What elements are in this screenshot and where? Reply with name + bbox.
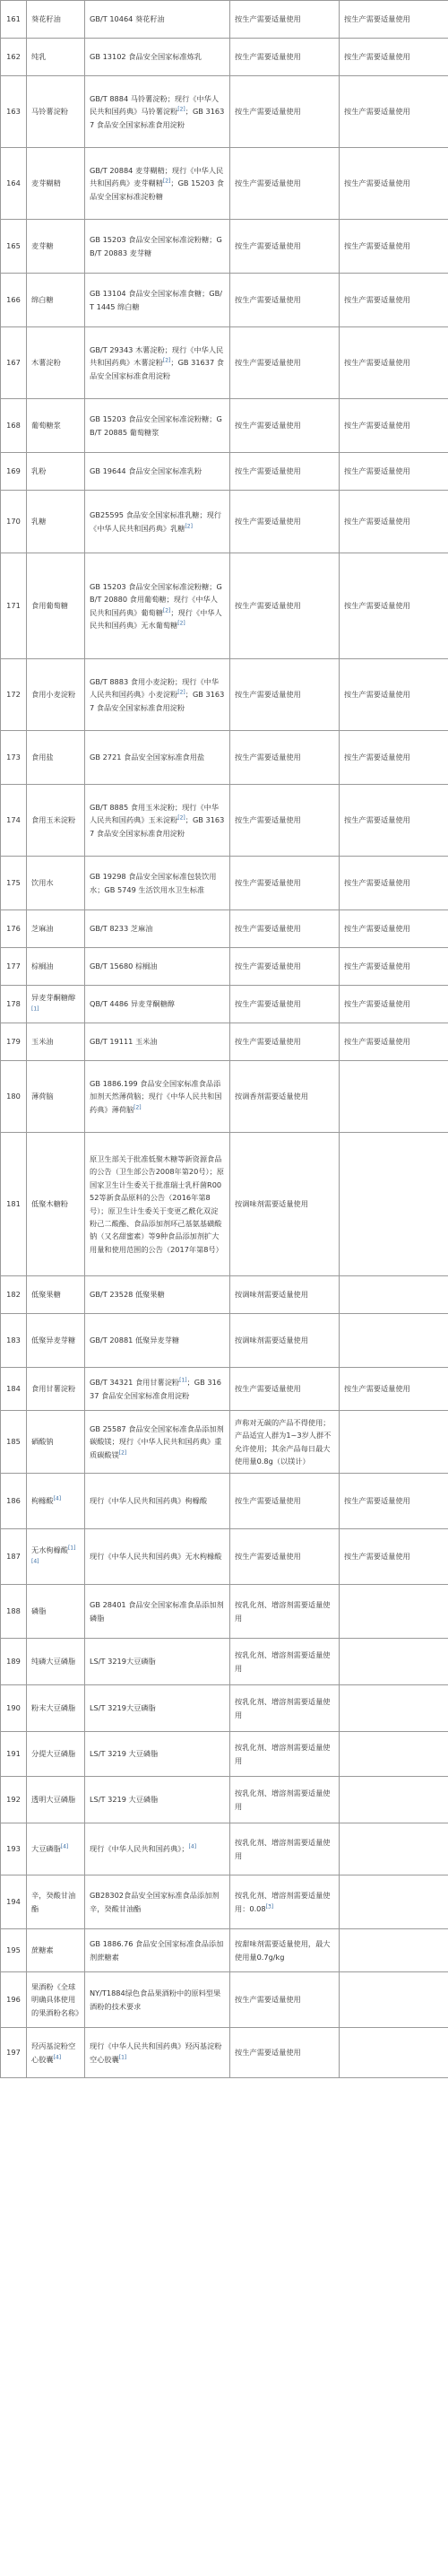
usage-cell-secondary: 按生产需要适量使用 [340,1474,448,1529]
row-number: 184 [1,1368,27,1411]
standard-reference: GB 25587 食品安全国家标准食品添加剂碳酸镁；现行《中华人民共和国药典》重质碳酸镁[2] [85,1411,230,1474]
footnote-ref: [3] [265,1902,274,1910]
row-number: 172 [1,659,27,731]
usage-cell-secondary: 按生产需要适量使用 [340,220,448,274]
usage-cell: 按乳化剂、增溶剂需要适量使用 [230,1585,340,1639]
table-row [1,1474,448,1529]
usage-cell: 按生产需要适量使用 [230,220,340,274]
ingredient-name: 低聚异麦芽糖 [27,1314,85,1368]
footnote-ref: [2] [185,522,193,529]
usage-cell: 按生产需要适量使用 [230,1368,340,1411]
standard-reference: GB/T 29343 木薯淀粉；现行《中华人民共和国药典》木薯淀粉[2]；GB 31637 食品安全国家标准食用淀粉 [85,327,230,399]
ingredient-name: 饮用水 [27,857,85,910]
table-row [1,220,448,274]
standard-reference: GB/T 15680 棕榈油 [85,948,230,986]
usage-cell-secondary: 按生产需要适量使用 [340,453,448,491]
table-row [1,1639,448,1685]
usage-cell: 按生产需要适量使用 [230,1474,340,1529]
table-row [1,857,448,910]
usage-cell: 按生产需要适量使用 [230,327,340,399]
row-number: 182 [1,1276,27,1314]
row-number: 168 [1,399,27,453]
usage-cell-secondary: 按生产需要适量使用 [340,659,448,731]
standard-reference: GB/T 10464 葵花籽油 [85,1,230,39]
row-number: 169 [1,453,27,491]
row-number: 197 [1,2028,27,2078]
usage-cell-secondary: 按生产需要适量使用 [340,1368,448,1411]
standard-reference: GB 2721 食品安全国家标准食用盐 [85,731,230,785]
ingredient-name: 透明大豆磷脂 [27,1777,85,1823]
usage-cell: 按生产需要适量使用 [230,986,340,1023]
usage-cell: 按生产需要适量使用 [230,491,340,553]
row-number: 179 [1,1023,27,1061]
footnote-ref: [4] [31,1557,39,1564]
ingredient-name: 食用小麦淀粉 [27,659,85,731]
standard-reference: GB 13104 食品安全国家标准食糖；GB/T 1445 绵白糖 [85,274,230,327]
table-row [1,910,448,948]
usage-cell: 按生产需要适量使用 [230,1023,340,1061]
row-number: 183 [1,1314,27,1368]
table-body [1,1,448,2078]
table-row [1,1411,448,1474]
standard-reference: GB 1886.76 食品安全国家标准食品添加剂蔗糖素 [85,1929,230,1972]
row-number: 177 [1,948,27,986]
footnote-ref: [4] [188,1843,197,1850]
ingredient-name: 乳糖 [27,491,85,553]
standard-reference: GB 15203 食品安全国家标准淀粉糖；GB/T 20883 麦芽糖 [85,220,230,274]
table-row [1,1685,448,1732]
standard-reference: 现行《中华人民共和国药典》；[4] [85,1823,230,1875]
table-row [1,986,448,1023]
usage-cell: 按生产需要适量使用 [230,1972,340,2028]
standard-reference: LS/T 3219 大豆磷脂 [85,1732,230,1777]
row-number: 194 [1,1875,27,1929]
usage-cell-secondary: 按生产需要适量使用 [340,553,448,659]
ingredient-name: 低聚木糖粉 [27,1133,85,1276]
ingredient-name: 绵白糖 [27,274,85,327]
footnote-ref: [2] [162,357,171,364]
table-row [1,2028,448,2078]
usage-cell-secondary: 按生产需要适量使用 [340,39,448,76]
usage-cell: 按乳化剂、增溶剂需要适量使用 [230,1823,340,1875]
ingredient-name: 粉末大豆磷脂 [27,1685,85,1732]
ingredient-name: 葵花籽油 [27,1,85,39]
usage-cell: 按调味剂需要适量使用 [230,1133,340,1276]
usage-cell-secondary [340,1639,448,1685]
ingredient-name: 低聚果糖 [27,1276,85,1314]
standard-reference: GB/T 8883 食用小麦淀粉；现行《中华人民共和国药典》小麦淀粉[2]；GB 31637 食品安全国家标准食用淀粉 [85,659,230,731]
usage-cell: 按生产需要适量使用 [230,785,340,857]
row-number: 175 [1,857,27,910]
row-number: 192 [1,1777,27,1823]
table-row [1,1972,448,2028]
standard-reference: GB/T 8885 食用玉米淀粉；现行《中华人民共和国药典》玉米淀粉[2]；GB 31637 食品安全国家标准食用淀粉 [85,785,230,857]
row-number: 178 [1,986,27,1023]
usage-cell: 声称对无碳的产品不得使用；产品适宜人群为1~3岁人群不允许使用；其余产品每日最大使用量0.8g（以镁计） [230,1411,340,1474]
row-number: 191 [1,1732,27,1777]
table-row [1,1929,448,1972]
usage-cell-secondary: 按生产需要适量使用 [340,910,448,948]
table-row [1,948,448,986]
row-number: 196 [1,1972,27,2028]
table-row [1,1732,448,1777]
usage-cell-secondary [340,1411,448,1474]
standard-reference: 原卫生部关于批准低聚木糖等新资源食品的公告（卫生部公告2008年第20号）；原国家卫生计生委关于批准瑞士乳杆菌R0052等新食品原料的公告（2016年第8号）；原卫生计生委关于变更乙酰化双淀粉己二酸酯、食品添加剂环己基氨基磺酸钠（又名甜蜜素）等9种食品添加剂扩大用量和使用范围的公告（2017年第8号） [85,1133,230,1276]
footnote-ref: [2] [177,106,185,113]
row-number: 189 [1,1639,27,1685]
row-number: 181 [1,1133,27,1276]
footnote-ref: [1] [179,1377,187,1384]
row-number: 193 [1,1823,27,1875]
row-number: 161 [1,1,27,39]
standard-reference: GB 19298 食品安全国家标准包装饮用水；GB 5749 生活饮用水卫生标准 [85,857,230,910]
ingredient-name: 硒酸钠 [27,1411,85,1474]
usage-cell-secondary: 按生产需要适量使用 [340,148,448,220]
standard-reference: LS/T 3219 大豆磷脂 [85,1777,230,1823]
usage-cell-secondary: 按生产需要适量使用 [340,785,448,857]
ingredient-name: 玉米油 [27,1023,85,1061]
usage-cell-secondary [340,1685,448,1732]
ingredient-name: 果酒粉《全球明确具体使用的果酒粉名称》 [27,1972,85,2028]
standard-reference: GB 1886.199 食品安全国家标准食品添加剂天然薄荷脑；现行《中华人民共和国药典》薄荷脑[2] [85,1061,230,1133]
ingredient-name: 麦芽糖 [27,220,85,274]
ingredient-name: 食用甘薯淀粉 [27,1368,85,1411]
standard-reference: GB 13102 食品安全国家标准炼乳 [85,39,230,76]
ingredient-name: 木薯淀粉 [27,327,85,399]
ingredient-name: 棕榈油 [27,948,85,986]
table-row [1,1276,448,1314]
row-number: 187 [1,1529,27,1585]
row-number: 173 [1,731,27,785]
standard-reference: GB/T 20881 低聚异麦芽糖 [85,1314,230,1368]
usage-cell-secondary [340,1823,448,1875]
usage-cell-secondary: 按生产需要适量使用 [340,731,448,785]
ingredient-name: 食用玉米淀粉 [27,785,85,857]
usage-cell: 按乳化剂、增溶剂需要适量使用 [230,1732,340,1777]
standard-reference: 现行《中华人民共和国药典》羟丙基淀粉空心胶囊[1] [85,2028,230,2078]
usage-cell: 按生产需要适量使用 [230,2028,340,2078]
table-row [1,327,448,399]
usage-cell-secondary [340,1585,448,1639]
footnote-ref: [1] [67,1545,76,1552]
table-row [1,148,448,220]
footnote-ref: [2] [177,620,185,627]
table-row [1,785,448,857]
table-row [1,399,448,453]
standard-reference: GB/T 19111 玉米油 [85,1023,230,1061]
standard-reference: LS/T 3219大豆磷脂 [85,1685,230,1732]
footnote-ref: [2] [162,178,171,185]
footnote-ref: [2] [134,1103,142,1110]
standard-reference: GB 15203 食品安全国家标准淀粉糖；GB/T 20880 食用葡萄糖；现行《中华人民共和国药典》葡萄糖[2]；现行《中华人民共和国药典》无水葡萄糖[2] [85,553,230,659]
table-row [1,1777,448,1823]
ingredient-name: 分提大豆磷脂 [27,1732,85,1777]
usage-cell: 按生产需要适量使用 [230,399,340,453]
usage-cell: 按生产需要适量使用 [230,1529,340,1585]
table-row [1,1875,448,1929]
usage-cell-secondary [340,1972,448,2028]
table-row [1,731,448,785]
usage-cell: 按调味剂需要适量使用 [230,1314,340,1368]
usage-cell-secondary: 按生产需要适量使用 [340,274,448,327]
ingredient-name: 马铃薯淀粉 [27,76,85,148]
ingredient-name: 枸橼酸[4] [27,1474,85,1529]
usage-cell: 按生产需要适量使用 [230,659,340,731]
footnote-ref: [1] [31,1005,39,1012]
usage-cell: 按调香剂需要适量使用 [230,1061,340,1133]
ingredient-name: 食用盐 [27,731,85,785]
usage-cell: 按乳化剂、增溶剂需要适量使用 [230,1685,340,1732]
standard-reference: GB28302食品安全国家标准食品添加剂辛，癸酸甘油酯 [85,1875,230,1929]
standard-reference: LS/T 3219大豆磷脂 [85,1639,230,1685]
ingredient-name: 芝麻油 [27,910,85,948]
standard-reference: 现行《中华人民共和国药典》无水枸橼酸 [85,1529,230,1585]
row-number: 167 [1,327,27,399]
usage-cell: 按生产需要适量使用 [230,910,340,948]
usage-cell: 按生产需要适量使用 [230,453,340,491]
row-number: 164 [1,148,27,220]
usage-cell-secondary [340,1276,448,1314]
usage-cell: 按甜味剂需要适量使用，最大使用量0.7g/kg [230,1929,340,1972]
footnote-ref: [2] [177,689,185,696]
usage-cell-secondary: 按生产需要适量使用 [340,1,448,39]
ingredient-name: 麦芽糊精 [27,148,85,220]
row-number: 163 [1,76,27,148]
usage-cell-secondary [340,2028,448,2078]
standard-reference: GB/T 20884 麦芽糊精；现行《中华人民共和国药典》麦芽糊精[2]；GB 15203 食品安全国家标准淀粉糖 [85,148,230,220]
row-number: 186 [1,1474,27,1529]
table-row [1,1,448,39]
table-row [1,1585,448,1639]
usage-cell-secondary [340,1061,448,1133]
ingredient-name: 乳粉 [27,453,85,491]
usage-cell-secondary [340,1875,448,1929]
row-number: 165 [1,220,27,274]
usage-cell-secondary: 按生产需要适量使用 [340,1023,448,1061]
standard-reference: GB/T 8884 马铃薯淀粉；现行《中华人民共和国药典》马铃薯淀粉[2]；GB 31637 食品安全国家标准食用淀粉 [85,76,230,148]
standard-reference: GB/T 23528 低聚果糖 [85,1276,230,1314]
ingredient-name: 纯乳 [27,39,85,76]
standard-reference: NY/T1884绿色食品果酒粉中的原料型果酒粉的技术要求 [85,1972,230,2028]
table-row [1,491,448,553]
usage-cell: 按生产需要适量使用 [230,948,340,986]
footnote-ref: [2] [177,814,185,822]
footnote-ref: [2] [118,1449,127,1456]
standard-reference: GB25595 食品安全国家标准乳糖；现行《中华人民共和国药典》乳糖[2] [85,491,230,553]
ingredient-name: 蔗糖素 [27,1929,85,1972]
table-row [1,1023,448,1061]
usage-cell-secondary: 按生产需要适量使用 [340,1529,448,1585]
row-number: 162 [1,39,27,76]
usage-cell: 按调味剂需要适量使用 [230,1276,340,1314]
usage-cell: 按生产需要适量使用 [230,857,340,910]
row-number: 176 [1,910,27,948]
standard-reference: GB/T 34321 食用甘薯淀粉[1]；GB 31637 食品安全国家标准食用淀粉 [85,1368,230,1411]
row-number: 171 [1,553,27,659]
usage-cell: 按生产需要适量使用 [230,731,340,785]
row-number: 185 [1,1411,27,1474]
footnote-ref: [4] [60,1843,69,1850]
table-row [1,76,448,148]
row-number: 180 [1,1061,27,1133]
standard-reference: GB 19644 食品安全国家标准乳粉 [85,453,230,491]
footnote-ref: [4] [53,1495,62,1502]
usage-cell: 按乳化剂、增溶剂需要适量使用 [230,1639,340,1685]
usage-cell: 按乳化剂、增溶剂需要适量使用 [230,1777,340,1823]
table-row [1,1823,448,1875]
usage-cell: 按生产需要适量使用 [230,76,340,148]
table-row [1,1529,448,1585]
usage-cell-secondary [340,1777,448,1823]
usage-cell-secondary [340,1314,448,1368]
usage-cell: 按乳化剂、增溶剂需要适量使用：0.08[3] [230,1875,340,1929]
standard-reference: GB/T 8233 芝麻油 [85,910,230,948]
usage-cell: 按生产需要适量使用 [230,274,340,327]
row-number: 190 [1,1685,27,1732]
ingredient-name: 葡萄糖浆 [27,399,85,453]
usage-cell-secondary: 按生产需要适量使用 [340,399,448,453]
standard-reference: GB 28401 食品安全国家标准食品添加剂磷脂 [85,1585,230,1639]
table-row [1,1314,448,1368]
usage-cell: 按生产需要适量使用 [230,553,340,659]
table-row [1,453,448,491]
row-number: 188 [1,1585,27,1639]
footnote-ref: [1] [118,2053,127,2060]
standard-reference: GB 15203 食品安全国家标准淀粉糖；GB/T 20885 葡萄糖浆 [85,399,230,453]
footnote-ref: [2] [162,606,171,614]
ingredient-name: 无水枸橼酸[1][4] [27,1529,85,1585]
ingredient-name: 异麦芽酮糖醇[1] [27,986,85,1023]
footnote-ref: [4] [53,2053,62,2060]
ingredient-name: 羟丙基淀粉空心胶囊[4] [27,2028,85,2078]
row-number: 166 [1,274,27,327]
usage-cell-secondary [340,1929,448,1972]
usage-cell: 按生产需要适量使用 [230,39,340,76]
ingredient-name: 食用葡萄糖 [27,553,85,659]
table-row [1,39,448,76]
table-row [1,274,448,327]
standard-reference: QB/T 4486 异麦芽酮糖醇 [85,986,230,1023]
row-number: 170 [1,491,27,553]
ingredient-name: 大豆磷脂[4] [27,1823,85,1875]
ingredient-name: 磷脂 [27,1585,85,1639]
table-row [1,1061,448,1133]
usage-cell-secondary: 按生产需要适量使用 [340,327,448,399]
table-row [1,659,448,731]
table-row [1,1133,448,1276]
usage-cell-secondary: 按生产需要适量使用 [340,857,448,910]
ingredient-name: 纯磷大豆磷脂 [27,1639,85,1685]
ingredient-name: 辛，癸酸甘油酯 [27,1875,85,1929]
usage-cell-secondary: 按生产需要适量使用 [340,76,448,148]
table-row [1,1368,448,1411]
usage-cell: 按生产需要适量使用 [230,1,340,39]
usage-cell-secondary [340,1732,448,1777]
row-number: 174 [1,785,27,857]
standard-reference: 现行《中华人民共和国药典》枸橼酸 [85,1474,230,1529]
usage-cell: 按生产需要适量使用 [230,148,340,220]
usage-cell-secondary [340,1133,448,1276]
usage-cell-secondary: 按生产需要适量使用 [340,491,448,553]
usage-cell-secondary: 按生产需要适量使用 [340,948,448,986]
table-row [1,553,448,659]
usage-cell-secondary: 按生产需要适量使用 [340,986,448,1023]
row-number: 195 [1,1929,27,1972]
ingredient-name: 薄荷脑 [27,1061,85,1133]
